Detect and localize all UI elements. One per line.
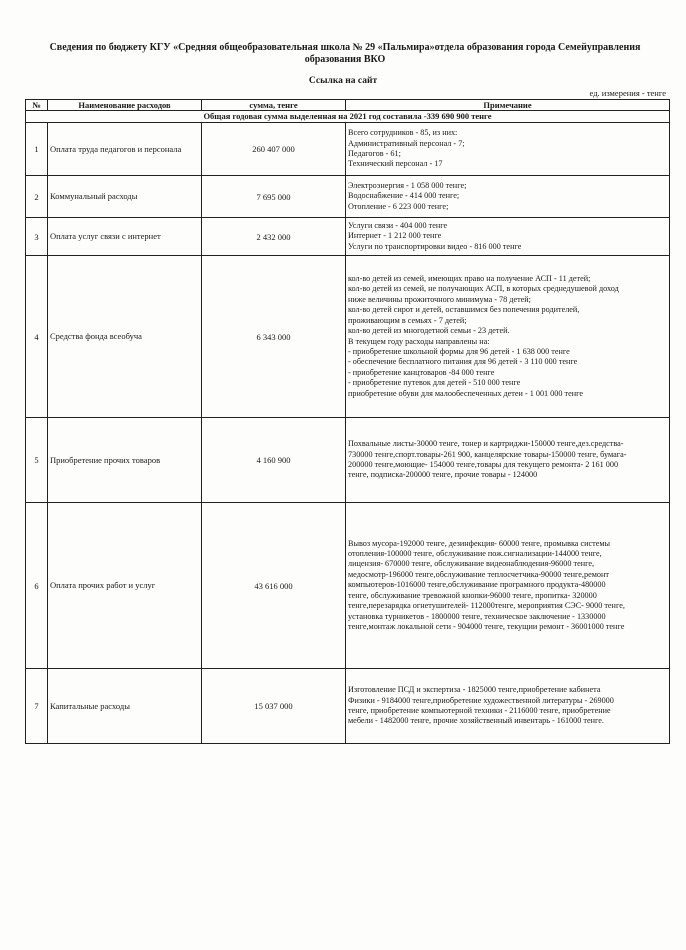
note-line: Услуги по транспортировки видео - 816 000 тенге	[348, 241, 522, 251]
note-line: Водоснабжение - 414 000 тенге;	[348, 191, 460, 201]
expense-name: Оплата услуг связи с интернет	[48, 218, 202, 256]
note-line: установка турникетов - 1800000 тенге, техническое заключение - 1330000	[348, 611, 606, 621]
note-line: - обеспечение бесплатного питания для 96 детей - 3 110 000 тенге	[348, 357, 578, 367]
note-line: кол-во детей из семей, не получающих АСП, в которых среднедушевой доход	[348, 284, 619, 294]
note-line: 730000 тенге,спорт.товары-261 900, канцелярские товары-150000 тенге, бумага-	[348, 449, 627, 459]
row-number: 7	[26, 669, 48, 744]
note-line: компьютеров-1016000 тенге,обслуживание програмного продукта-480000	[348, 580, 606, 590]
note-line: Физики - 9184000 тенге,приобретение художественной литературы - 269000	[348, 695, 614, 705]
table-header-row	[26, 100, 670, 111]
row-number: 2	[26, 176, 48, 218]
expense-name: Средства фонда всеобуча	[48, 256, 202, 418]
expense-note	[346, 123, 670, 176]
note-line: Интернет - 1 212 000 тенге	[348, 231, 442, 241]
total-text: Общая годовая сумма выделенная на 2021 год составила -339 690 900 тенге	[26, 111, 670, 123]
note-line: Педагогов - 61;	[348, 149, 401, 158]
row-number: 5	[26, 418, 48, 503]
column-header-num: №	[26, 100, 48, 111]
note-line: - приобретение школьной формы для 96 детей - 1 638 000 тенге	[348, 346, 570, 356]
table-row	[26, 256, 670, 418]
expense-note	[346, 218, 670, 256]
note-line: В текущем году расходы направлены на:	[348, 336, 490, 346]
note-line: отопления-100000 тенге, обслуживание пож.сигнализации-144000 тенге,	[348, 549, 602, 559]
note-line: ниже величины прожиточного минимума - 78 детей;	[348, 294, 531, 304]
note-line: Изготовление ПСД и экспертиза - 1825000 тенге,приобретение кабинета	[348, 685, 601, 695]
total-row	[26, 111, 670, 123]
note-line: Технический персонал - 17	[348, 159, 443, 169]
table-row	[26, 176, 670, 218]
note-line: тенге, обслуживание тревожной кнопки-96000 тенге, пропитка- 320000	[348, 590, 597, 600]
budget-table	[25, 99, 670, 744]
note-line: Отопление - 6 223 000 тенге;	[348, 201, 449, 211]
expense-note	[346, 503, 670, 669]
expense-name: Оплата труда педагогов и персонала	[48, 123, 202, 176]
row-number: 1	[26, 123, 48, 176]
note-line: кол-во детей сирот и детей, оставшимся без попечения родителей,	[348, 305, 580, 315]
note-line: медосмотр-196000 тенге,обслуживание теплосчетчика-90000 тенге,ремонт	[348, 569, 609, 579]
expense-sum: 260 407 000	[202, 123, 346, 176]
expense-name: Коммунальный расходы	[48, 176, 202, 218]
expense-sum: 2 432 000	[202, 218, 346, 256]
table-row	[26, 503, 670, 669]
row-number: 6	[26, 503, 48, 669]
table-row	[26, 218, 670, 256]
note-line: приобретение обуви для малообеспеченных детеи - 1 001 000 тенге	[348, 388, 583, 398]
document-title	[40, 42, 650, 66]
note-line: проживающим в семьях - 7 детей;	[348, 315, 467, 325]
expense-note	[346, 418, 670, 503]
expense-name: Капитальные расходы	[48, 669, 202, 744]
note-line: тенге, приобретение компьютерной техники - 2116000 тенге, приобретение	[348, 706, 611, 715]
note-line: кол-во детей из многодетной семьи - 23 детей.	[348, 326, 510, 336]
expense-sum: 6 343 000	[202, 256, 346, 418]
table-row	[26, 123, 670, 176]
note-line: Административный персонал - 7;	[348, 138, 465, 148]
note-line: Всего сотрудников - 85, из них:	[348, 128, 458, 138]
note-line: тенге,монтаж локальной сети - 904000 тенге, текущии ремонт - 36001000 тенге	[348, 621, 625, 631]
note-line: лицензия- 670000 тенге, обслуживание видеонаблюдения-96000 тенге,	[348, 559, 595, 569]
expense-note	[346, 669, 670, 744]
row-number: 4	[26, 256, 48, 418]
note-line: - приобретение канцтоваров -84 000 тенге	[348, 367, 495, 377]
note-line: - приобретение путевок для детей - 510 000 тенге	[348, 378, 521, 388]
title-line-2: образования ВКО	[304, 54, 386, 65]
note-line: 200000 тенге,моющие- 154000 тенге,товары для текущего ремонта- 2 161 000	[348, 460, 619, 469]
note-line: тенге,перезарядка огнетушителей- 112000тенге, мероприятия СЭС- 9000 тенге,	[348, 601, 625, 611]
expense-note	[346, 176, 670, 218]
note-line: Услуги связи - 404 000 тенге	[348, 220, 448, 230]
expense-sum: 4 160 900	[202, 418, 346, 503]
column-header-note: Примечание	[346, 100, 670, 111]
expense-sum: 7 695 000	[202, 176, 346, 218]
expense-name: Приобретение прочих товаров	[48, 418, 202, 503]
table-row	[26, 418, 670, 503]
column-header-name: Наименование расходов	[48, 100, 202, 111]
note-line: Вывоз мусора-192000 тенге, дезинфекция- 60000 тенге, промывка системы	[348, 538, 611, 548]
table-row	[26, 669, 670, 744]
site-link[interactable]: Ссылка на сайт	[308, 76, 378, 86]
note-line: Похвальные листы-30000 тенге, тонер и картриджи-150000 тенге,дез.средства-	[348, 439, 624, 449]
column-header-sum: сумма, тенге	[202, 100, 346, 111]
note-line: мебели - 1482000 тенге, прочие хозяйственный инвентарь - 161000 тенге.	[348, 716, 604, 726]
note-line: кол-во детей из семей, имеющих право на получение АСП - 11 детей;	[348, 274, 591, 284]
title-line-1: Сведения по бюджету КГУ «Средняя общеобразовательная школа № 29 «Пальмира»отдела образования города Семейуправления	[49, 42, 641, 53]
note-line: тенге, подписка-200000 тенге, прочие товары - 124000	[348, 470, 538, 480]
row-number: 3	[26, 218, 48, 256]
expense-note	[346, 256, 670, 418]
expense-sum: 43 616 000	[202, 503, 346, 669]
expense-sum: 15 037 000	[202, 669, 346, 744]
note-line: Электроэнергия - 1 058 000 тенге;	[348, 180, 467, 190]
expense-name: Оплата прочих работ и услуг	[48, 503, 202, 669]
unit-label: ед. измерения - тенге	[589, 88, 666, 98]
